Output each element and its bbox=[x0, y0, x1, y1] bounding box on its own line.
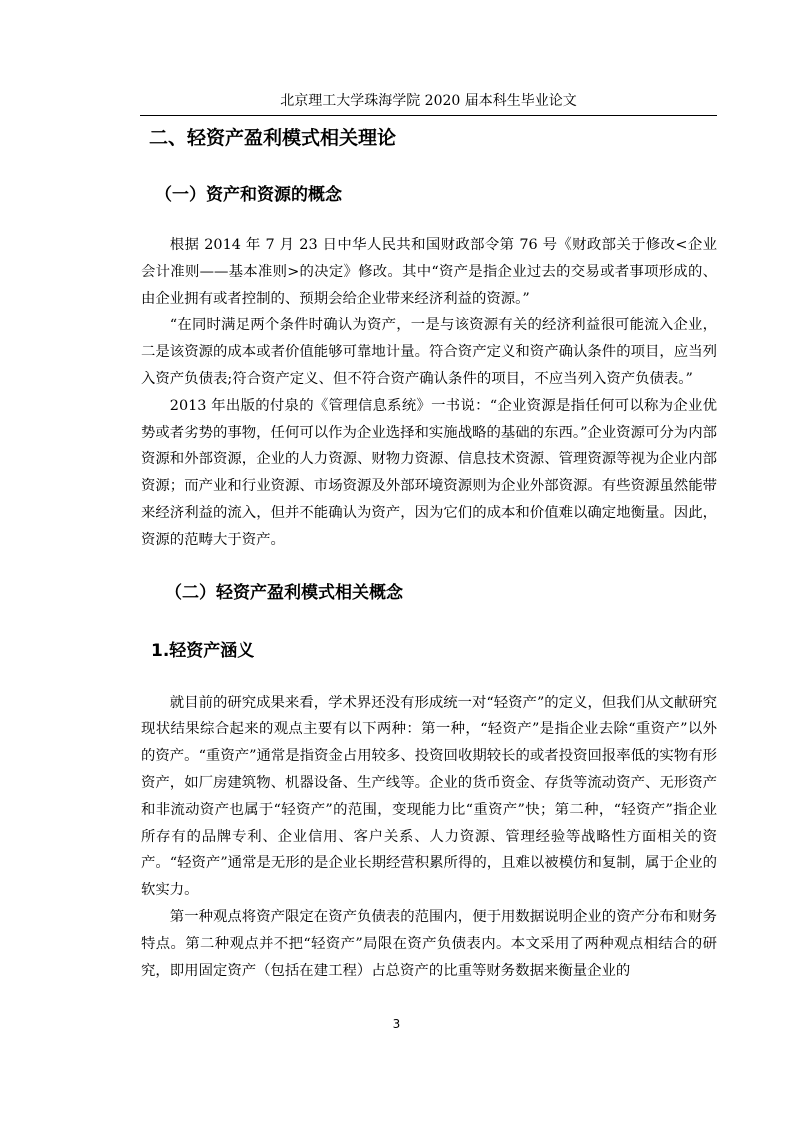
section-heading-1: （一）资产和资源的概念 bbox=[155, 185, 342, 205]
page-header: 北京理工大学珠海学院 2020 届本科生毕业论文 bbox=[280, 93, 577, 109]
paragraph: 就目前的研究成果来看，学术界还没有形成统一对“轻资产”的定义，但我们从文献研究现状结果综合起来的观点主要有以下两种：第一种，“轻资产”是指企业去除“重资产”以外的资产。“重资产”通常是指资金占用较多、投资回收期较长的或者投资回报率低的实物有形资产，如厂房建筑物、机器设备、生产线等。企业的货币资金、存货等流动资产、无形资产和非流动资产也属于“轻资产”的范围，变现能力比“重资产”快；第二种，“轻资产”指企业所存有的品牌专利、企业信用、客户关系、人力资源、管理经验等战略性方面相关的资产。“轻资产”通常是无形的是企业长期经营积累所得的，且难以被模仿和复制，属于企业的软实力。 bbox=[141, 694, 717, 899]
header-divider bbox=[140, 115, 717, 116]
paragraph: 2013 年出版的付泉的《管理信息系统》一书说：“企业资源是指任何可以称为企业优势或者劣势的事物，任何可以作为企业选择和实施战略的基础的东西。”企业资源可分为内部资源和外部资源，企业的人力资源、财物力资源、信息技术资源、管理资源等视为企业内部资源；而产业和行业资源、市场资源及外部环境资源则为企业外部资源。有些资源虽然能带来经济利益的流入，但并不能确认为资产，因为它们的成本和价值难以确定地衡量。因此，资源的范畴大于资产。 bbox=[141, 397, 717, 548]
paragraph: 第一种观点将资产限定在资产负债表的范围内，便于用数据说明企业的资产分布和财务特点。第二种观点并不把“轻资产”局限在资产负债表内。本文采用了两种观点相结合的研究，即用固定资产（包括在建工程）占总资产的比重等财务数据来衡量企业的 bbox=[141, 908, 717, 979]
chapter-heading: 二、轻资产盈利模式相关理论 bbox=[149, 127, 397, 149]
section-heading-2: （二）轻资产盈利模式相关概念 bbox=[165, 582, 403, 603]
page-number: 3 bbox=[392, 1017, 401, 1031]
page-body bbox=[141, 124, 717, 984]
subsection-heading: 1.轻资产涵义 bbox=[151, 640, 255, 661]
paragraph: 根据 2014 年 7 月 23 日中华人民共和国财政部令第 76 号《财政部关于修改<企业会计准则——基本准则>的决定》修改。其中“资产是指企业过去的交易或者事项形成的、由企业拥有或者控制的、预期会给企业带来经济利益的资源。” bbox=[141, 237, 717, 307]
paragraph: “在同时满足两个条件时确认为资产，一是与该资源有关的经济利益很可能流入企业，二是该资源的成本或者价值能够可靠地计量。符合资产定义和资产确认条件的项目，应当列入资产负债表;符合资产定义、但不符合资产确认条件的项目，不应当列入资产负债表。” bbox=[141, 317, 717, 387]
